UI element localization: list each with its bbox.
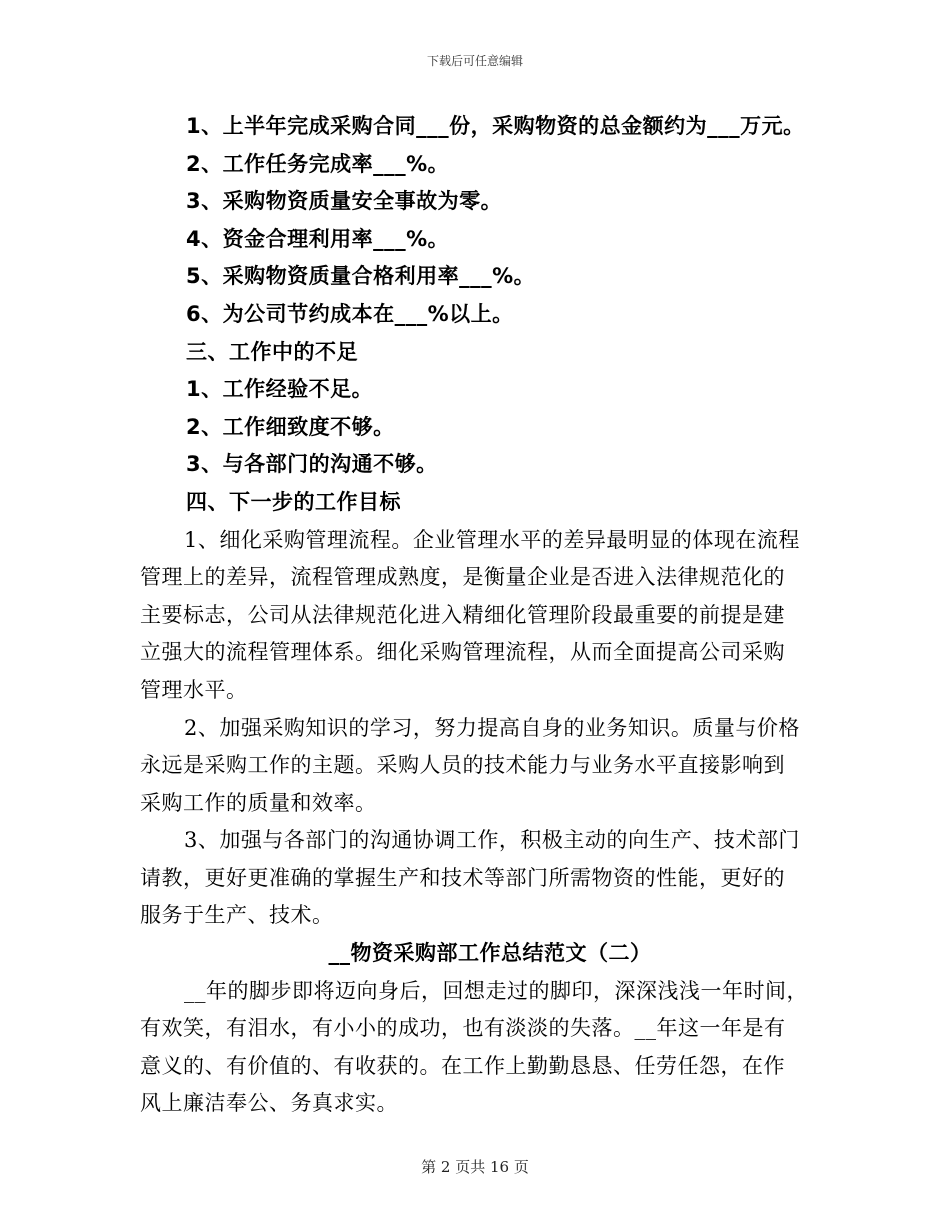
document-body [140,108,810,1123]
paragraph-line: 永远是采购工作的主题。采购人员的技术能力与业务水平直接影响到 [140,753,785,778]
paragraph-line: 管理水平。 [140,677,248,702]
paragraph-line: 3、加强与各部门的沟通协调工作，积极主动的向生产、技术部门 [184,828,800,853]
text-line: 1、上半年完成采购合同___份，采购物资的总金额约为___万元。 [186,114,805,138]
paragraph-line: 采购工作的质量和效率。 [140,790,377,815]
text-line: 6、为公司节约成本在___%以上。 [186,301,514,326]
paragraph-line: 2、加强采购知识的学习，努力提高自身的业务知识。质量与价格 [184,715,800,740]
paragraph-line: 1、细化采购管理流程。企业管理水平的差异最明显的体现在流程 [184,527,800,552]
text-line: 2、工作任务完成率___%。 [186,151,450,176]
text-line: 4、资金合理利用率___%。 [186,226,450,251]
paragraph-line: 管理上的差异，流程管理成熟度，是衡量企业是否进入法律规范化的 [140,565,785,590]
paragraph-line: 立强大的流程管理体系。细化采购管理流程，从而全面提高公司采购 [140,640,785,665]
section-heading: 三、工作中的不足 [186,339,358,364]
section-heading: 四、下一步的工作目标 [186,489,401,514]
text-line: 3、采购物资质量安全事故为零。 [186,189,503,214]
text-line: 5、采购物资质量合格利用率___%。 [186,264,536,289]
paragraph-line: 有欢笑，有泪水，有小小的成功，也有淡淡的失落。__年这一年是有 [140,1016,786,1041]
paragraph-line: 服务于生产、技术。 [140,903,334,928]
page-header: 下载后可任意编辑 [426,54,523,68]
paragraph-line: __年的脚步即将迈向身后，回想走过的脚印，深深浅浅一年时间， [184,978,808,1003]
text-line: 3、与各部门的沟通不够。 [186,452,438,477]
paragraph-line: 主要标志，公司从法律规范化进入精细化管理阶段最重要的前提是建 [140,602,785,627]
paragraph-line: 意义的、有价值的、有收获的。在工作上勤勤恳恳、任劳任怨，在作 [140,1053,785,1078]
paragraph-line: 请教，更好更准确的掌握生产和技术等部门所需物资的性能，更好的 [140,865,785,890]
text-line: 1、工作经验不足。 [186,377,374,402]
page-number-footer: 第 2 页共 16 页 [421,1158,529,1176]
paragraph-line: 风上廉洁奉公、务真求实。 [140,1091,398,1116]
text-line: 2、工作细致度不够。 [186,414,395,439]
document-title: __物资采购部工作总结范文（二） [328,941,652,966]
